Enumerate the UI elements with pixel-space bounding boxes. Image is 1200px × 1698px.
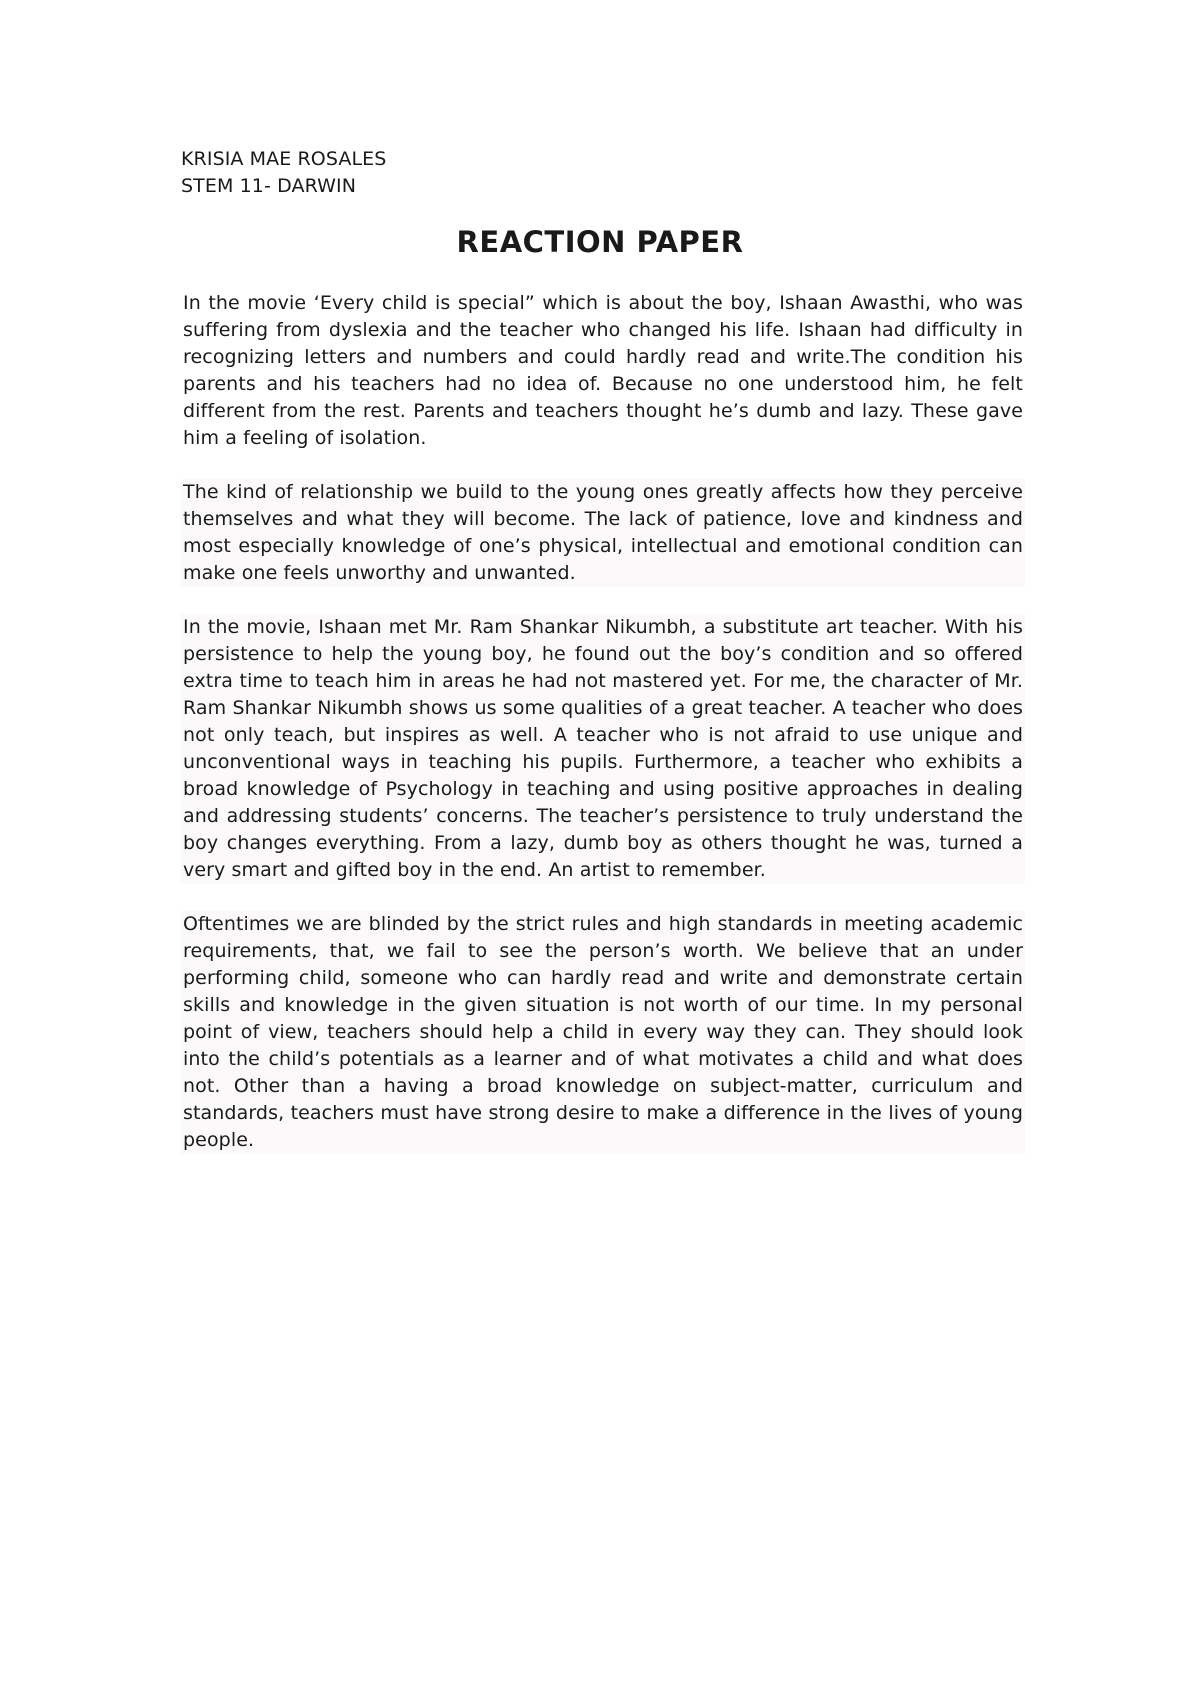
paragraph-1: In the movie ‘Every child is special” which is about the boy, Ishaan Awasthi, who was suffering from dyslexia and the teacher who changed his life. Ishaan had difficulty in recognizing letters and numbers and could hardly read and write.The condition his parents and his teachers had no idea of. Because no one understood him, he felt different from the rest. Parents and teachers thought he’s dumb and lazy. These gave him a feeling of isolation. <box>183 292 1023 449</box>
paragraph-4: Oftentimes we are blinded by the strict rules and high standards in meeting academic requirements, that, we fail to see the person’s worth. We believe that an under performing child, someone who can hardly read and write and demonstrate certain skills and knowledge in the given situation is not worth of our time. In my personal point of view, teachers should help a child in every way they can. They should look into the child’s potentials as a learner and of what motivates a child and what does not. Other than a having a broad knowledge on subject-matter, curriculum and standards, teachers must have strong desire to make a difference in the lives of young people. <box>181 911 1025 1154</box>
paragraph-3: In the movie, Ishaan met Mr. Ram Shankar Nikumbh, a substitute art teacher. With his persistence to help the young boy, he found out the boy’s condition and so offered extra time to teach him in areas he had not mastered yet. For me, the character of Mr. Ram Shankar Nikumbh shows us some qualities of a great teacher. A teacher who does not only teach, but inspires as well. A teacher who is not afraid to use unique and unconventional ways in teaching his pupils. Furthermore, a teacher who exhibits a broad knowledge of Psychology in teaching and using positive approaches in dealing and addressing students’ concerns. The teacher’s persistence to truly understand the boy changes everything. From a lazy, dumb boy as others thought he was, turned a very smart and gifted boy in the end. An artist to remember. <box>181 614 1025 884</box>
page-title: REACTION PAPER <box>456 225 744 259</box>
paragraph-2: The kind of relationship we build to the young ones greatly affects how they perceive themselves and what they will become. The lack of patience, love and kindness and most especially knowledge of one’s physical, intellectual and emotional condition can make one feels unworthy and unwanted. <box>181 479 1025 587</box>
author-section: STEM 11- DARWIN <box>181 175 357 197</box>
author-header <box>181 146 386 200</box>
author-name: KRISIA MAE ROSALES <box>181 148 387 170</box>
document-body <box>181 290 1025 1181</box>
